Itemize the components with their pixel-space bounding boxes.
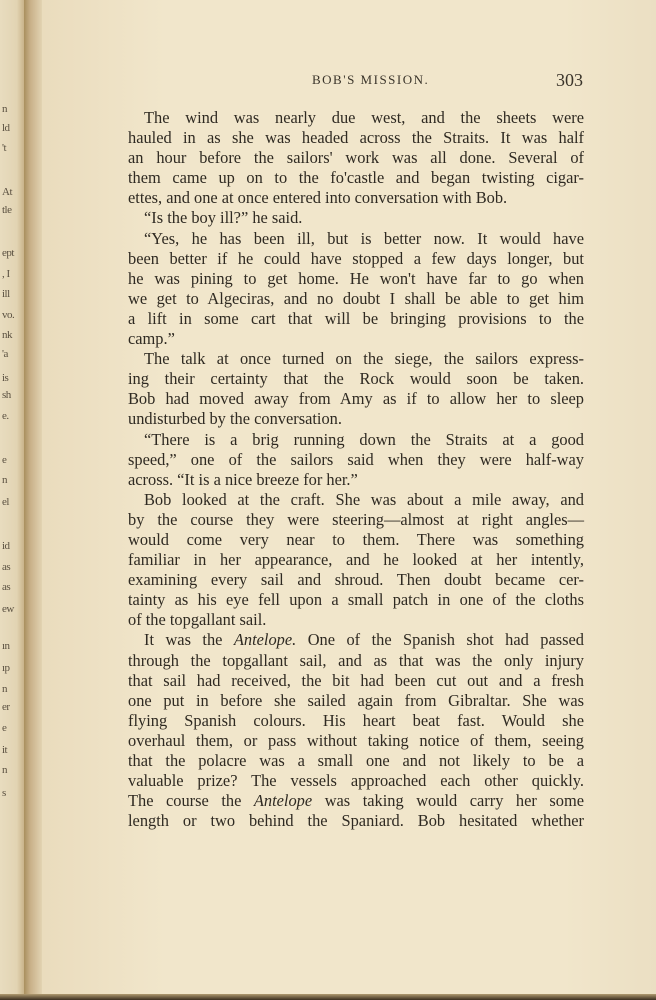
text-line [128, 349, 584, 369]
text-line [128, 630, 584, 650]
facing-page-fragment: as [2, 581, 11, 593]
text-run: valuable prize? The vessels approached each other quickly. [128, 771, 584, 791]
text-line [128, 249, 584, 269]
text-line [128, 309, 584, 329]
text-run: flying Spanish colours. His heart beat fast. Would she [128, 710, 584, 730]
facing-page-fragment: tle [2, 204, 12, 216]
facing-page-fragment: as [2, 561, 11, 573]
text-line [128, 570, 584, 590]
facing-page-fragment: ıp [2, 662, 10, 674]
text-run: a lift in some cart that will be bringing provisions to the [128, 308, 584, 328]
text-line [128, 128, 584, 148]
text-run: length or two behind the Spaniard. Bob hesitated whether [128, 811, 584, 831]
text-run: by the course they were steering—almost at right angles— [128, 509, 584, 529]
facing-page-fragment: n [2, 683, 7, 695]
text-line [128, 369, 584, 389]
facing-page-fragment: e [2, 454, 7, 466]
facing-page-fragment: ept [2, 247, 14, 259]
facing-page-fragment: , I [2, 268, 10, 280]
facing-page-fragment: n [2, 103, 7, 115]
facing-page-fragment: n [2, 764, 7, 776]
text-run: was taking would carry her some [312, 791, 584, 811]
page-bottom-edge [0, 994, 656, 1000]
text-run: tainty as his eye fell upon a small patch in one of the cloths [128, 590, 584, 610]
facing-page-fragment: 't [2, 142, 7, 154]
text-line [128, 108, 584, 128]
text-line [128, 731, 584, 751]
text-run: examining every sail and shroud. Then doubt became cer- [128, 570, 584, 590]
text-line [128, 550, 584, 570]
text-line [128, 691, 584, 711]
text-run: an hour before the sailors' work was all done. Several of [128, 148, 584, 168]
text-run: across. “It is a nice breeze for her.” [128, 469, 358, 489]
text-line [128, 470, 584, 490]
text-run: ing their certainty that the Rock would soon be taken. [128, 369, 584, 389]
text-line [128, 671, 584, 691]
text-line [128, 711, 584, 731]
text-run: “Is the boy ill?” he said. [144, 208, 303, 228]
text-run: The talk at once turned on the siege, the sailors express- [144, 349, 584, 369]
text-run: The course the [128, 791, 254, 811]
text-run: speed,” one of the sailors said when they were half-way [128, 449, 584, 469]
text-line [128, 188, 584, 208]
text-line [128, 148, 584, 168]
text-run: “There is a brig running down the Straits at a good [144, 429, 584, 449]
text-run: them came up on to the fo'castle and began twisting cigar- [128, 168, 584, 188]
facing-page-fragment: ill [2, 288, 10, 300]
facing-page-fragment: it [2, 744, 8, 756]
text-run: we get to Algeciras, and no doubt I shall be able to get him [128, 288, 584, 308]
text-run: “Yes, he has been ill, but is better now. It would have [144, 228, 584, 248]
text-run: of the topgallant sail. [128, 610, 267, 630]
facing-page-fragment: 'a [2, 348, 8, 360]
text-line [128, 651, 584, 671]
facing-page-edge [0, 0, 24, 1000]
facing-page-fragment: is [2, 372, 9, 384]
text-line [128, 610, 584, 630]
text-line [128, 450, 584, 470]
text-run: familiar in her appearance, and he looked at her intently, [128, 550, 584, 570]
text-run: that the polacre was a small one and not likely to be a [128, 751, 584, 770]
page-number: 303 [556, 70, 583, 90]
text-line [128, 229, 584, 249]
book-gutter [24, 0, 42, 1000]
text-line [128, 430, 584, 450]
text-run: overhaul them, or pass without taking notice of them, seeing [128, 730, 584, 750]
text-line [128, 409, 584, 429]
running-head: BOB'S MISSION. [312, 72, 430, 87]
ship-name: Antelope. [233, 630, 297, 650]
text-run: would come very near to them. There was something [128, 529, 584, 549]
facing-page-fragment: ın [2, 640, 10, 652]
text-run: been better if he could have stopped a few days longer, but [128, 248, 584, 268]
text-line [128, 751, 584, 771]
text-run: One of the Spanish shot had passed [296, 630, 584, 650]
text-line [128, 269, 584, 289]
text-run: ettes, and one at once entered into conversation with Bob. [128, 188, 508, 208]
facing-page-fragment: el [2, 496, 9, 508]
text-run: through the topgallant sail, and as that was the only injury [128, 650, 584, 670]
facing-page-fragment: er [2, 701, 10, 713]
facing-page-fragment: e [2, 722, 7, 734]
text-run: It was the [144, 630, 234, 650]
text-run: The wind was nearly due west, and the sheets were [144, 108, 584, 127]
text-line [128, 811, 584, 831]
text-line [128, 530, 584, 550]
facing-page-fragment: id [2, 540, 10, 552]
text-line [128, 791, 584, 811]
text-line [128, 208, 584, 228]
text-line [128, 168, 584, 188]
text-run: Bob looked at the craft. She was about a mile away, and [144, 489, 584, 509]
text-line [128, 510, 584, 530]
facing-page-fragment: ew [2, 603, 14, 615]
text-line [128, 590, 584, 610]
text-line [128, 389, 584, 409]
facing-page-fragment: ld [2, 122, 10, 134]
text-run: Bob had moved away from Amy as if to allow her to sleep [128, 389, 584, 409]
text-run: hauled in as she was headed across the Straits. It was half [128, 128, 584, 148]
text-run: camp.” [128, 329, 175, 349]
text-line [128, 329, 584, 349]
text-line [128, 490, 584, 510]
text-line [128, 289, 584, 309]
text-line [128, 771, 584, 791]
facing-page-fragment: n [2, 474, 7, 486]
body-text [128, 108, 584, 831]
facing-page-fragment: vo. [2, 309, 15, 321]
text-run: one put in before she sailed again from Gibraltar. She was [128, 690, 584, 710]
facing-page-fragment: nk [2, 329, 12, 341]
text-run: he was pining to get home. He won't have far to go when [128, 268, 584, 288]
facing-page-fragment: s [2, 787, 6, 799]
ship-name: Antelope [253, 791, 313, 811]
facing-page-fragment: At [2, 186, 12, 198]
facing-page-fragment: e. [2, 410, 9, 422]
facing-page-fragment: sh [2, 389, 11, 401]
text-run: that sail had received, the bit had been cut out and a fresh [128, 670, 584, 690]
text-run: undisturbed by the conversation. [128, 409, 342, 429]
